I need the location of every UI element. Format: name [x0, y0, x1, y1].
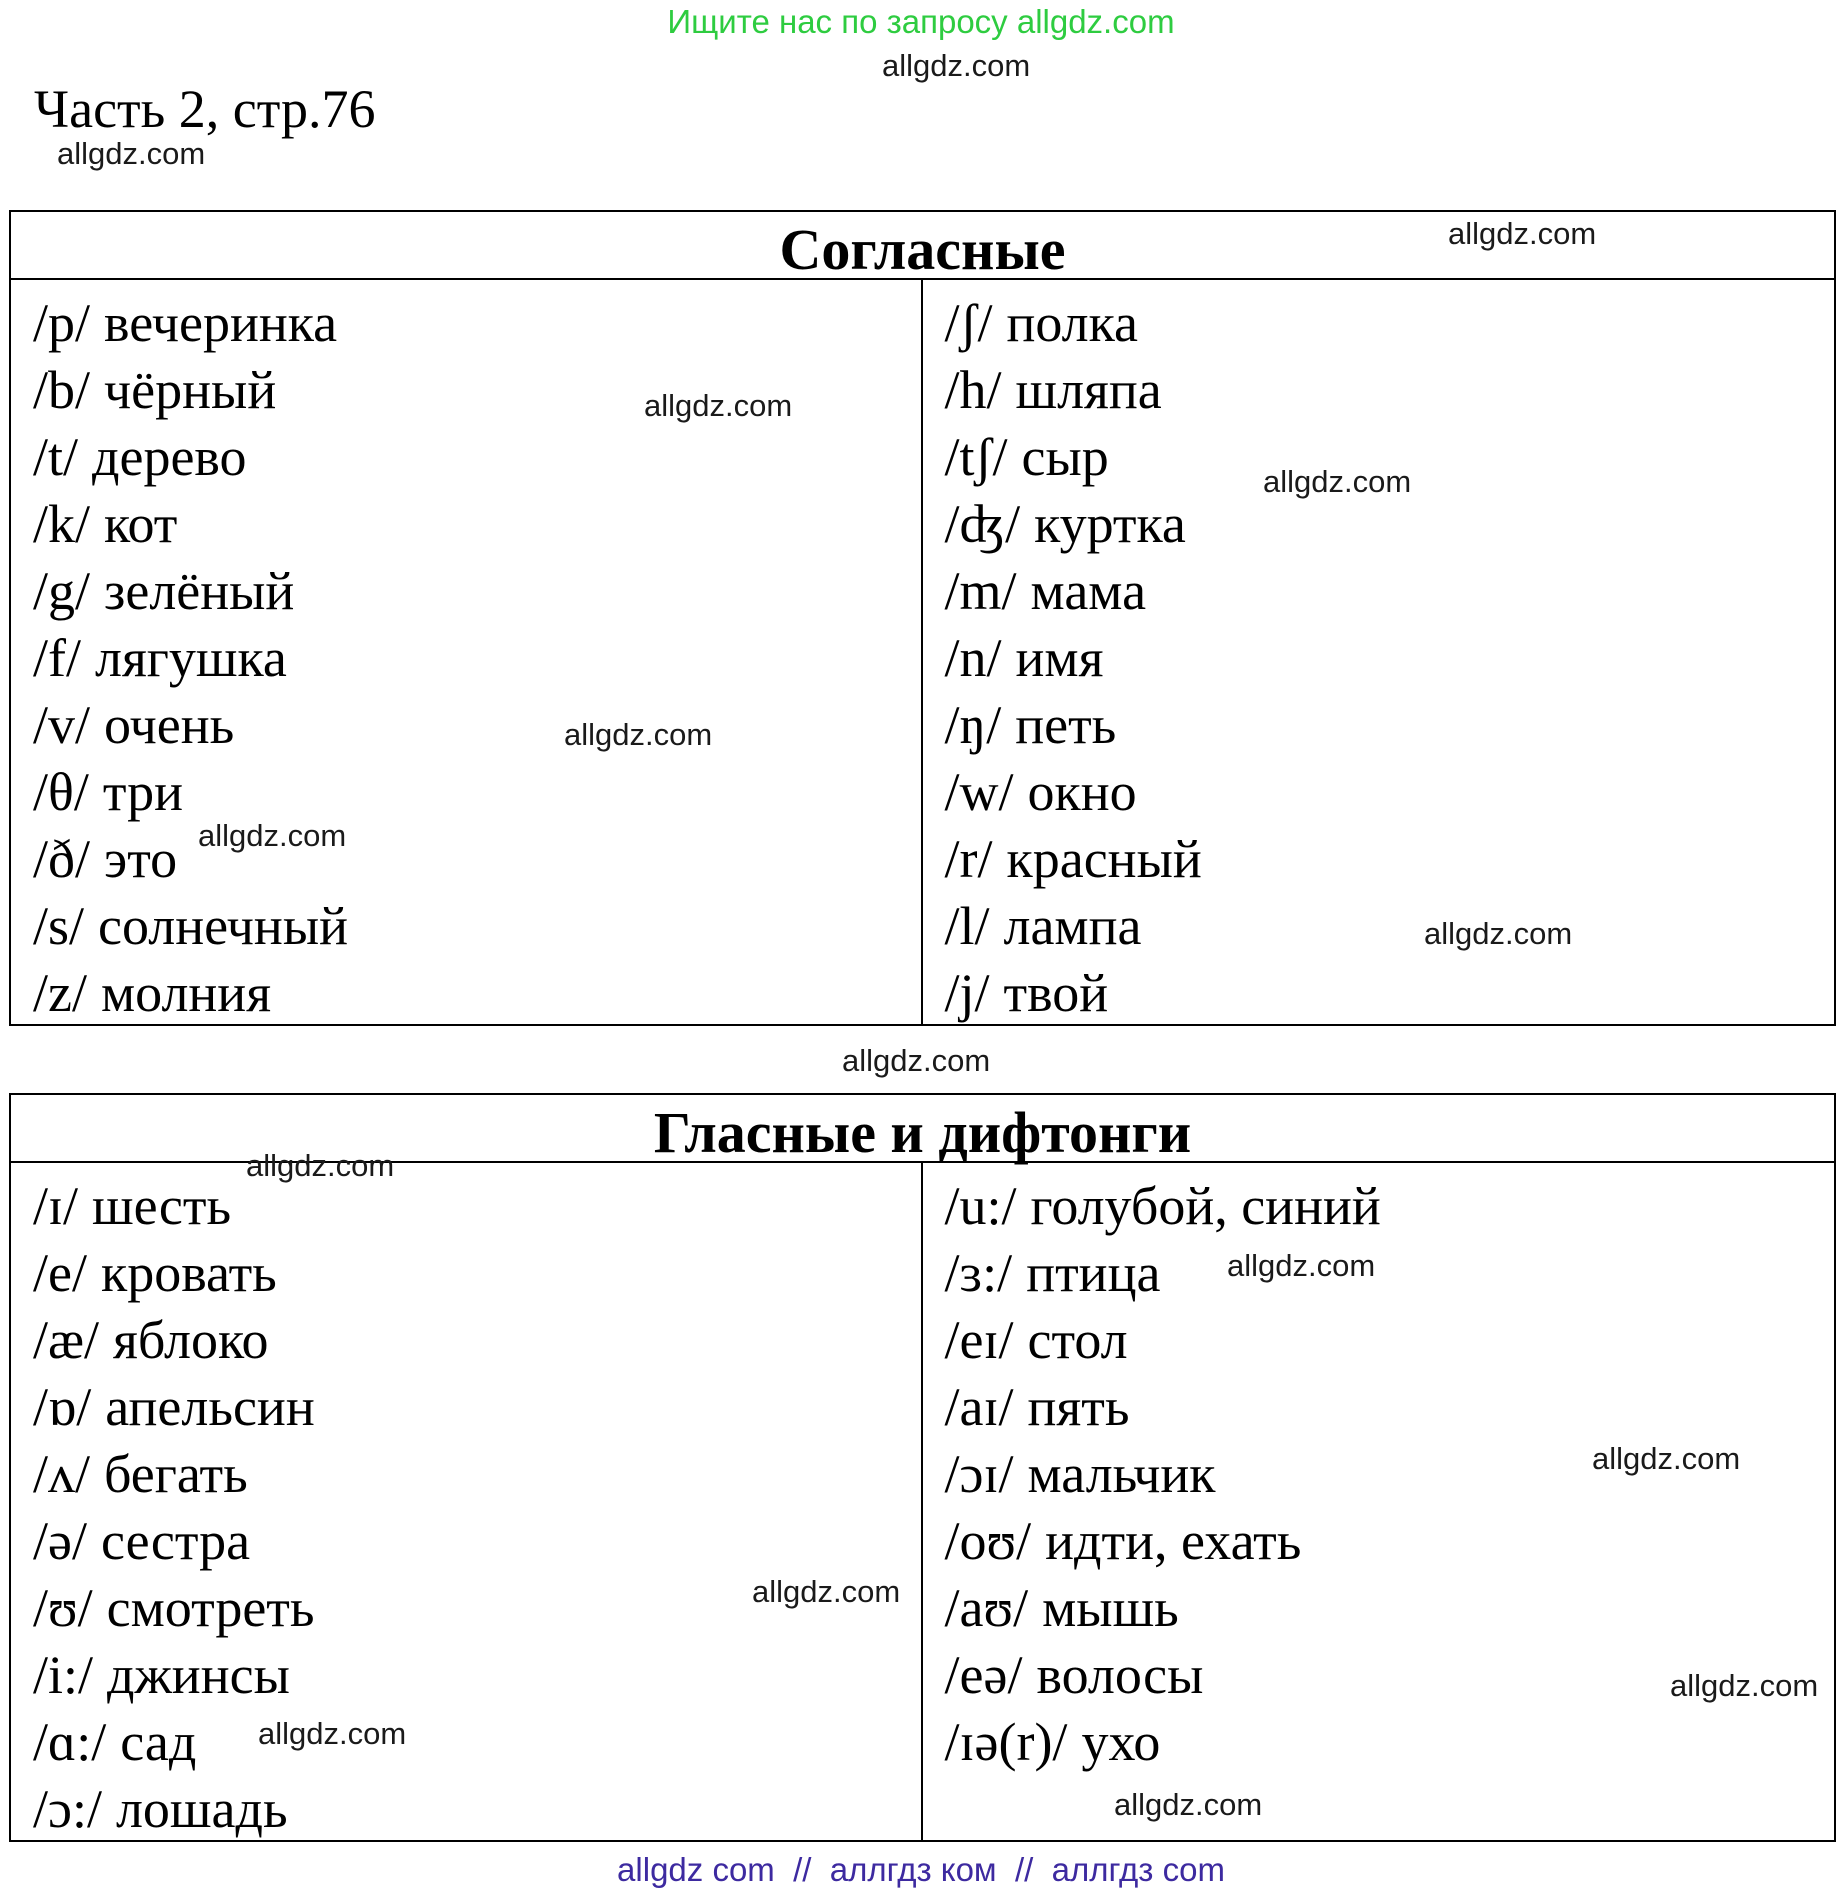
ipa-symbol: /m/	[944, 561, 1017, 621]
example-word: сад	[120, 1712, 197, 1772]
ipa-symbol: /k/	[33, 494, 91, 554]
example-word: лягушка	[95, 628, 287, 688]
example-word: зелёный	[104, 561, 295, 621]
watermark: allgdz.com	[57, 136, 206, 171]
sound-row	[945, 692, 1835, 759]
sound-row	[945, 759, 1835, 826]
sound-row	[33, 424, 921, 491]
example-word: полка	[1006, 293, 1139, 353]
consonants-table	[9, 210, 1836, 1026]
consonants-heading: Согласные	[11, 212, 1834, 280]
sound-row	[945, 1508, 1835, 1575]
sound-row	[945, 625, 1835, 692]
sound-row	[33, 1642, 921, 1709]
watermark: allgdz.com	[1227, 1248, 1376, 1283]
sound-row	[33, 290, 921, 357]
example-word: смотреть	[106, 1578, 315, 1638]
example-word: имя	[1015, 628, 1104, 688]
example-word: идти, ехать	[1045, 1511, 1302, 1571]
watermark: allgdz.com	[1114, 1787, 1263, 1822]
example-word: чёрный	[104, 360, 277, 420]
ipa-symbol: /æ/	[33, 1310, 100, 1370]
ipa-symbol: /ʃ/	[944, 293, 993, 353]
watermark: allgdz.com	[198, 818, 347, 853]
ipa-symbol: /l/	[944, 896, 990, 956]
consonants-right-column	[923, 280, 1835, 1024]
sound-row	[33, 1240, 921, 1307]
ipa-symbol: /e/	[33, 1243, 87, 1303]
vowels-heading: Гласные и дифтонги	[11, 1095, 1834, 1163]
example-word: солнечный	[98, 896, 348, 956]
sound-row	[945, 1709, 1835, 1776]
ipa-symbol: /oʊ/	[944, 1511, 1032, 1571]
example-word: мальчик	[1027, 1444, 1216, 1504]
ipa-symbol: /ʊ/	[33, 1578, 93, 1638]
ipa-symbol: /aʊ/	[944, 1578, 1029, 1638]
sound-row	[33, 491, 921, 558]
footer-links: allgdz com // аллгдз ком // аллгдз com	[617, 1851, 1225, 1888]
sound-row	[33, 692, 921, 759]
example-word: окно	[1027, 762, 1137, 822]
ipa-symbol: /j/	[944, 963, 990, 1023]
sound-row	[33, 625, 921, 692]
example-word: яблоко	[113, 1310, 269, 1370]
sound-row	[33, 1776, 921, 1843]
ipa-symbol: /r/	[944, 829, 993, 889]
sound-row	[945, 290, 1835, 357]
search-banner: Ищите нас по запросу allgdz.com	[667, 3, 1175, 40]
sound-row	[33, 558, 921, 625]
sound-row	[945, 491, 1835, 558]
example-word: пять	[1027, 1377, 1130, 1437]
ipa-symbol: /b/	[33, 360, 91, 420]
sound-row	[945, 1374, 1835, 1441]
sound-row	[945, 1173, 1835, 1240]
ipa-symbol: /eə/	[944, 1645, 1023, 1705]
example-word: бегать	[104, 1444, 248, 1504]
example-word: кровать	[100, 1243, 277, 1303]
ipa-symbol: /aɪ/	[944, 1377, 1014, 1437]
watermark: allgdz.com	[1670, 1668, 1819, 1703]
ipa-symbol: /ɜ:/	[944, 1243, 1013, 1303]
watermark: allgdz.com	[258, 1716, 407, 1751]
sound-row	[945, 960, 1835, 1027]
watermark: allgdz.com	[246, 1148, 395, 1183]
ipa-symbol: /u:/	[944, 1176, 1017, 1236]
sound-row	[945, 1240, 1835, 1307]
ipa-symbol: /p/	[33, 293, 91, 353]
example-word: куртка	[1034, 494, 1186, 554]
example-word: сестра	[100, 1511, 251, 1571]
example-word: три	[102, 762, 184, 822]
vowels-right-column	[923, 1163, 1835, 1840]
example-word: джинсы	[107, 1645, 290, 1705]
sound-row	[945, 558, 1835, 625]
example-word: апельсин	[105, 1377, 315, 1437]
example-word: очень	[104, 695, 235, 755]
ipa-symbol: /g/	[33, 561, 91, 621]
ipa-symbol: /ŋ/	[944, 695, 1002, 755]
sound-row	[33, 960, 921, 1027]
example-word: лошадь	[115, 1779, 288, 1839]
example-word: твой	[1003, 963, 1109, 1023]
ipa-symbol: /s/	[33, 896, 85, 956]
ipa-symbol: /ʌ/	[33, 1444, 91, 1504]
ipa-symbol: /ɔɪ/	[944, 1444, 1014, 1504]
sound-row	[945, 1307, 1835, 1374]
watermark: allgdz.com	[752, 1574, 901, 1609]
ipa-symbol: /ɔ:/	[33, 1779, 102, 1839]
example-word: мышь	[1042, 1578, 1179, 1638]
ipa-symbol: /tʃ/	[944, 427, 1008, 487]
example-word: шесть	[92, 1176, 232, 1236]
ipa-symbol: /z/	[33, 963, 87, 1023]
watermark: allgdz.com	[1424, 916, 1573, 951]
ipa-symbol: /f/	[33, 628, 81, 688]
sound-row	[33, 759, 921, 826]
watermark: allgdz.com	[882, 48, 1031, 83]
example-word: петь	[1015, 695, 1117, 755]
watermark: allgdz.com	[564, 717, 713, 752]
vowels-left-column	[11, 1163, 923, 1840]
ipa-symbol: /i:/	[33, 1645, 94, 1705]
example-word: птица	[1026, 1243, 1161, 1303]
example-word: молния	[100, 963, 272, 1023]
example-word: лампа	[1003, 896, 1142, 956]
sound-row	[945, 1575, 1835, 1642]
example-word: ухо	[1081, 1712, 1161, 1772]
ipa-symbol: /n/	[944, 628, 1002, 688]
example-word: вечеринка	[104, 293, 338, 353]
example-word: голубой, синий	[1030, 1176, 1381, 1236]
ipa-symbol: /ə/	[33, 1511, 87, 1571]
sound-row	[33, 893, 921, 960]
sound-row	[33, 1307, 921, 1374]
example-word: стол	[1027, 1310, 1128, 1370]
example-word: мама	[1030, 561, 1147, 621]
example-word: дерево	[92, 427, 247, 487]
sound-row	[33, 1709, 921, 1776]
example-word: это	[104, 829, 178, 889]
sound-row	[33, 1441, 921, 1508]
watermark: allgdz.com	[644, 388, 793, 423]
sound-row	[33, 1374, 921, 1441]
ipa-symbol: /v/	[33, 695, 91, 755]
sound-row	[33, 1173, 921, 1240]
sound-row	[945, 357, 1835, 424]
example-word: волосы	[1036, 1645, 1204, 1705]
page-title: Часть 2, стр.76	[34, 79, 376, 139]
watermark: allgdz.com	[1448, 216, 1597, 251]
ipa-symbol: /ɪə(r)/	[944, 1712, 1068, 1772]
sound-row	[945, 893, 1835, 960]
watermark: allgdz.com	[1263, 464, 1412, 499]
ipa-symbol: /ɪ/	[33, 1176, 79, 1236]
ipa-symbol: /t/	[33, 427, 79, 487]
watermark: allgdz.com	[1592, 1441, 1741, 1476]
ipa-symbol: /ð/	[33, 829, 91, 889]
watermark: allgdz.com	[842, 1043, 991, 1078]
ipa-symbol: /ɒ/	[33, 1377, 92, 1437]
sound-row	[945, 826, 1835, 893]
example-word: красный	[1006, 829, 1202, 889]
ipa-symbol: /h/	[944, 360, 1002, 420]
example-word: кот	[104, 494, 178, 554]
ipa-symbol: /eɪ/	[944, 1310, 1014, 1370]
ipa-symbol: /ɑ:/	[33, 1712, 107, 1772]
ipa-symbol: /ʤ/	[944, 494, 1021, 554]
sound-row	[33, 826, 921, 893]
ipa-symbol: /θ/	[33, 762, 89, 822]
example-word: сыр	[1021, 427, 1109, 487]
sound-row	[33, 1508, 921, 1575]
ipa-symbol: /w/	[944, 762, 1014, 822]
example-word: шляпа	[1015, 360, 1162, 420]
